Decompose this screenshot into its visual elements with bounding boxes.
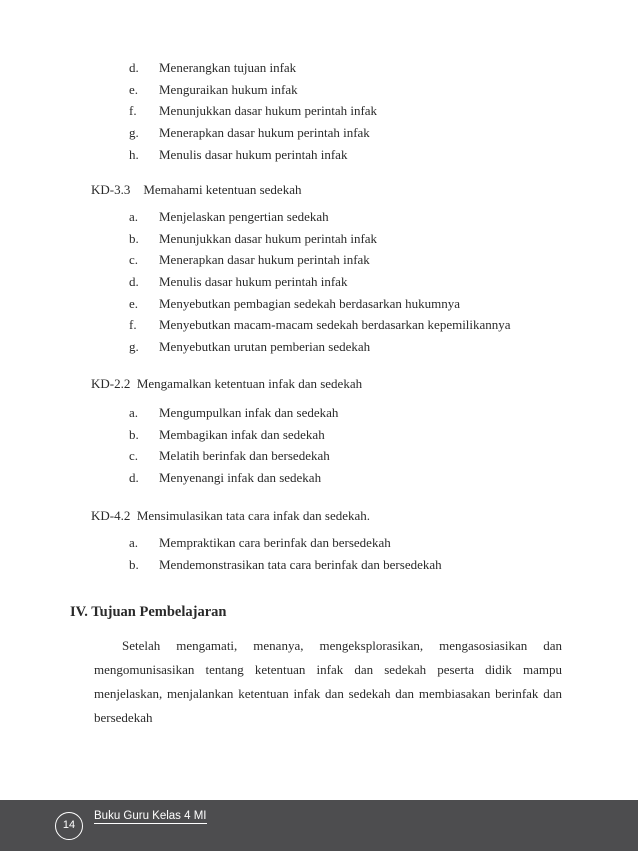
- section-title: IV. Tujuan Pembelajaran: [70, 604, 227, 620]
- list-item: c. Menerapkan dasar hukum perintah infak: [129, 252, 370, 268]
- book-title: Buku Guru Kelas 4 MI: [94, 810, 207, 822]
- kd-3-3-heading: KD-3.3 Memahami ketentuan sedekah: [91, 182, 302, 197]
- list-item: b. Menunjukkan dasar hukum perintah infak: [129, 230, 378, 246]
- list-item: a. Mempraktikan cara berinfak dan bersedekah: [129, 535, 391, 550]
- list-item: c. Melatih berinfak dan bersedekah: [129, 448, 330, 464]
- list-indicators-amalan: [129, 402, 338, 489]
- section-paragraph: Setelah mengamati, menanya, mengeksplorasikan, mengasosiasikan dan mengomunisasikan tentang ketentuan infak dan sedekah peserta didik mampu menjelaskan, menjalankan ketentuan infak dan sedekah dan membiasakan berinfak dan bersedekah: [94, 638, 562, 725]
- list-item: f. Menunjukkan dasar hukum perintah infak: [129, 103, 378, 119]
- list-item: e. Menguraikan hukum infak: [129, 81, 298, 97]
- list-indicators-sedekah: [129, 206, 511, 358]
- kd-4-2-heading: KD-4.2 Mensimulasikan tata cara infak dan sedekah.: [91, 508, 371, 523]
- list-item: g. Menyebutkan urutan pemberian sedekah: [129, 339, 371, 355]
- list-indicators-infak: [129, 57, 377, 165]
- list-item: f. Menyebutkan macam-macam sedekah berdasarkan kepemilikannya: [129, 317, 511, 333]
- list-item: h. Menulis dasar hukum perintah infak: [129, 146, 348, 162]
- page-footer: [0, 800, 638, 851]
- kd-2-2-heading: KD-2.2 Mengamalkan ketentuan infak dan sedekah: [91, 376, 363, 391]
- list-item: b. Mendemonstrasikan tata cara berinfak dan bersedekah: [129, 556, 442, 572]
- list-item: b. Membagikan infak dan sedekah: [129, 426, 325, 442]
- list-item: d. Menulis dasar hukum perintah infak: [129, 274, 348, 290]
- list-item: e. Menyebutkan pembagian sedekah berdasarkan hukumnya: [129, 295, 461, 311]
- list-item: a. Mengumpulkan infak dan sedekah: [129, 405, 339, 420]
- list-item: d. Menyenangi infak dan sedekah: [129, 470, 322, 486]
- list-item: d. Menerangkan tujuan infak: [129, 60, 297, 75]
- list-indicators-simulasi: [129, 532, 442, 575]
- page-number-badge: 14: [55, 812, 83, 840]
- list-item: g. Menerapkan dasar hukum perintah infak: [129, 125, 370, 141]
- list-item: a. Menjelaskan pengertian sedekah: [129, 209, 329, 224]
